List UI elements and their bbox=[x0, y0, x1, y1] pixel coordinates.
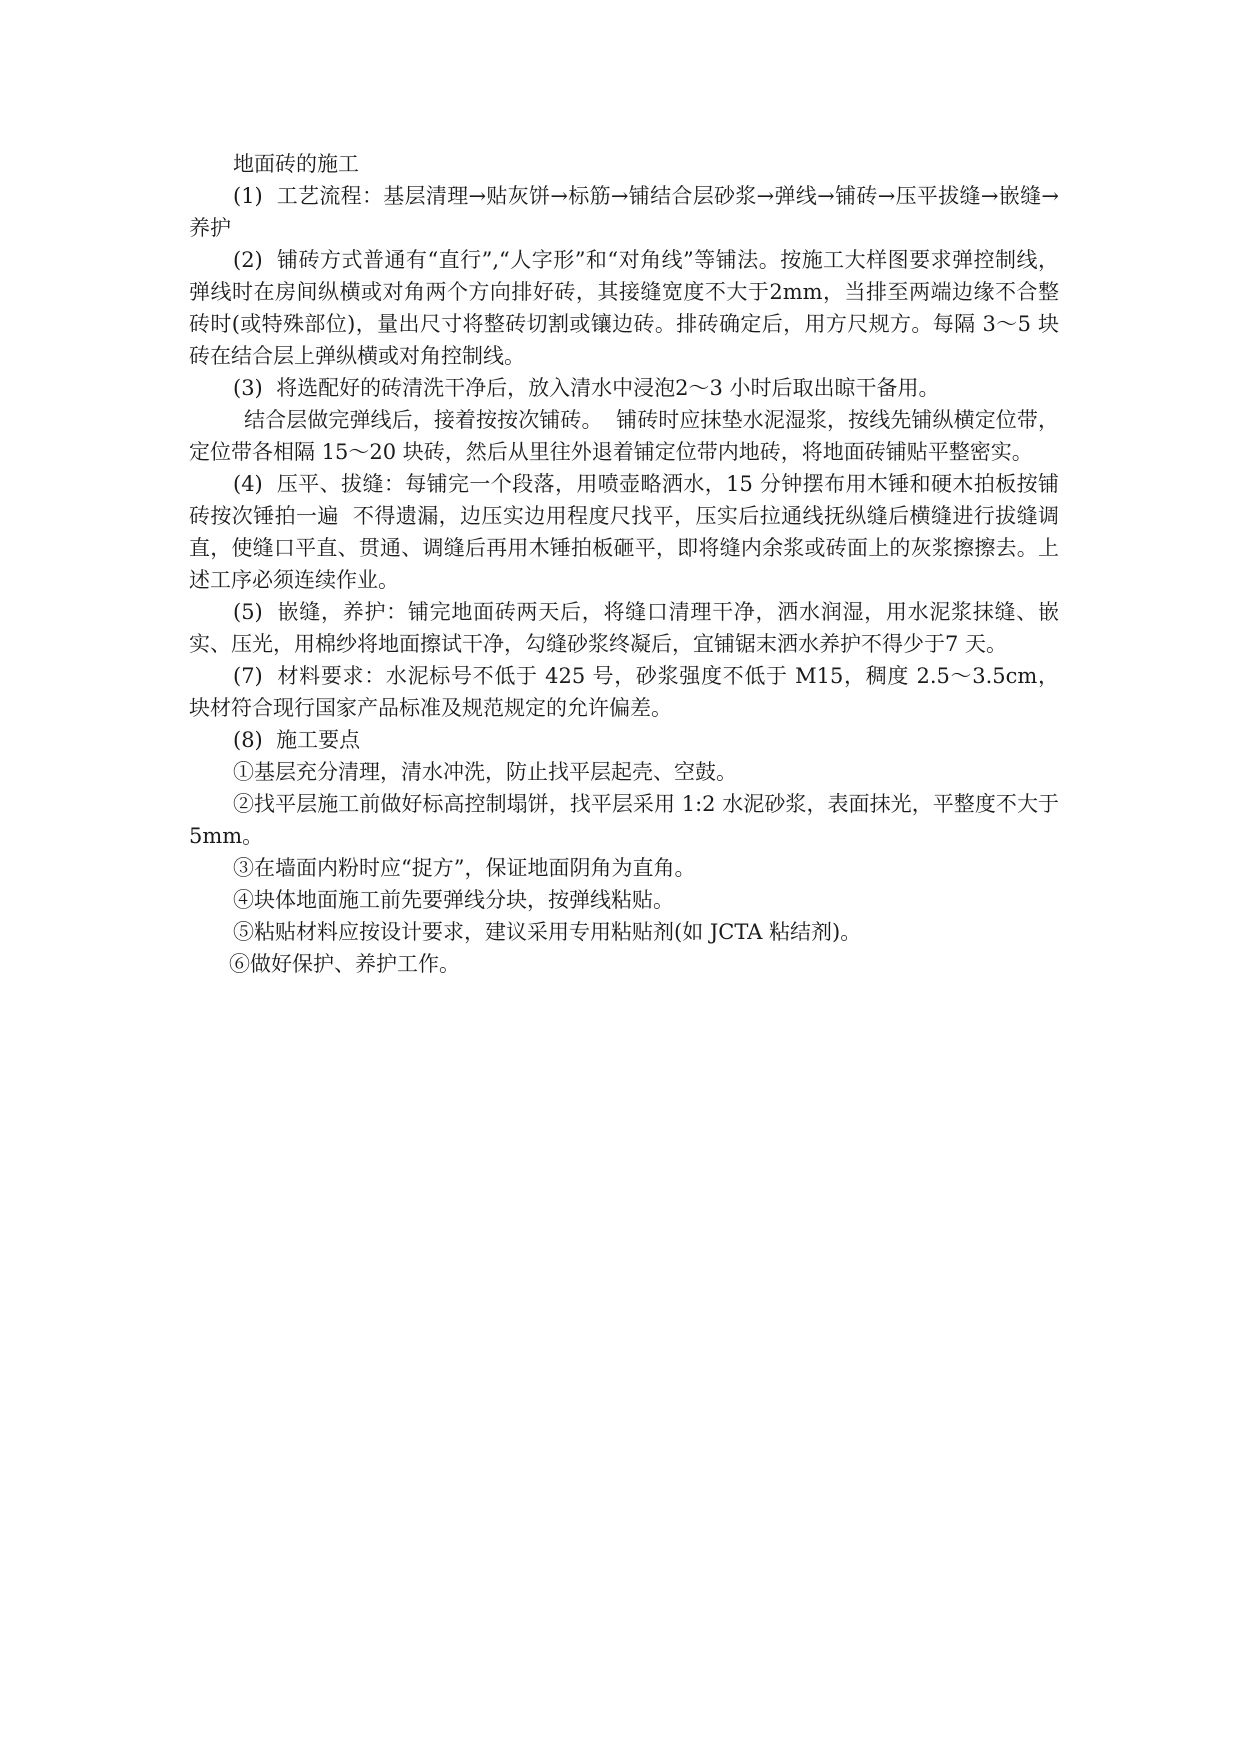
point-3: ③在墙面内粉时应“捉方”，保证地面阴角为直角。 bbox=[233, 856, 696, 880]
point-5: ⑤粘贴材料应按设计要求，建议采用专用粘贴剂(如 JCTA 粘结剂)。 bbox=[233, 920, 862, 944]
paragraph-3: (3) 将选配好的砖清洗干净后，放入清水中浸泡2～3 小时后取出晾干备用。 bbox=[233, 376, 940, 400]
paragraph-5: (5) 嵌缝，养护：铺完地面砖两天后，将缝口清理干净，洒水润湿，用水泥浆抹缝、嵌实、压光，用棉纱将地面擦试干净，勾缝砂浆终凝后，宜铺锯末洒水养护不得少于7 天。 bbox=[189, 600, 1059, 656]
point-6: ⑥做好保护、养护工作。 bbox=[229, 952, 460, 976]
point-2: ②找平层施工前做好标高控制塌饼，找平层采用 1:2 水泥砂浆，表面抹光，平整度不大于5mm。 bbox=[189, 792, 1059, 848]
document-body bbox=[189, 148, 1086, 980]
document-title: 地面砖的施工 bbox=[233, 152, 359, 176]
paragraph-7: (7) 材料要求：水泥标号不低于 425 号，砂浆强度不低于 M15，稠度 2.5～3.5cm， 块材符合现行国家产品标准及规范规定的允许偏差。 bbox=[189, 664, 1073, 720]
point-1: ①基层充分清理，清水冲洗，防止找平层起壳、空鼓。 bbox=[233, 760, 737, 784]
paragraph-1: (1) 工艺流程：基层清理→贴灰饼→标筋→铺结合层砂浆→弹线→铺砖→压平拔缝→嵌缝→养护 bbox=[189, 184, 1059, 240]
paragraph-8-heading: (8) 施工要点 bbox=[233, 728, 361, 752]
paragraph-4: (4) 压平、拔缝：每铺完一个段落，用喷壶略洒水，15 分钟摆布用木锤和硬木拍板按铺砖按次锤拍一遍 不得遗漏，边压实边用程度尺找平，压实后拉通线抚纵缝后横缝进行拔缝调直，使缝口平直、贯通、调缝后再用木锤拍板砸平，即将缝内余浆或砖面上的灰浆擦擦去。上述工序必须连续作业。 bbox=[189, 472, 1059, 592]
paragraph-2: (2) 铺砖方式普通有“直行”,“人字形”和“对角线”等铺法。按施工大样图要求弹控制线，弹线时在房间纵横或对角两个方向排好砖，其接缝宽度不大于2mm，当排至两端边缘不合整砖时(或特殊部位)，量出尺寸将整砖切割或镶边砖。排砖确定后，用方尺规方。每隔 3～5 块砖在结合层上弹纵横或对角控制线。 bbox=[189, 248, 1059, 368]
paragraph-3-continued: 结合层做完弹线后，接着按按次铺砖。 铺砖时应抹垫水泥湿浆，按线先铺纵横定位带， 定位带各相隔 15～20 块砖，然后从里往外退着铺定位带内地砖，将地面砖铺贴平整密实。 bbox=[189, 408, 1086, 464]
point-4: ④块体地面施工前先要弹线分块，按弹线粘贴。 bbox=[233, 888, 674, 912]
